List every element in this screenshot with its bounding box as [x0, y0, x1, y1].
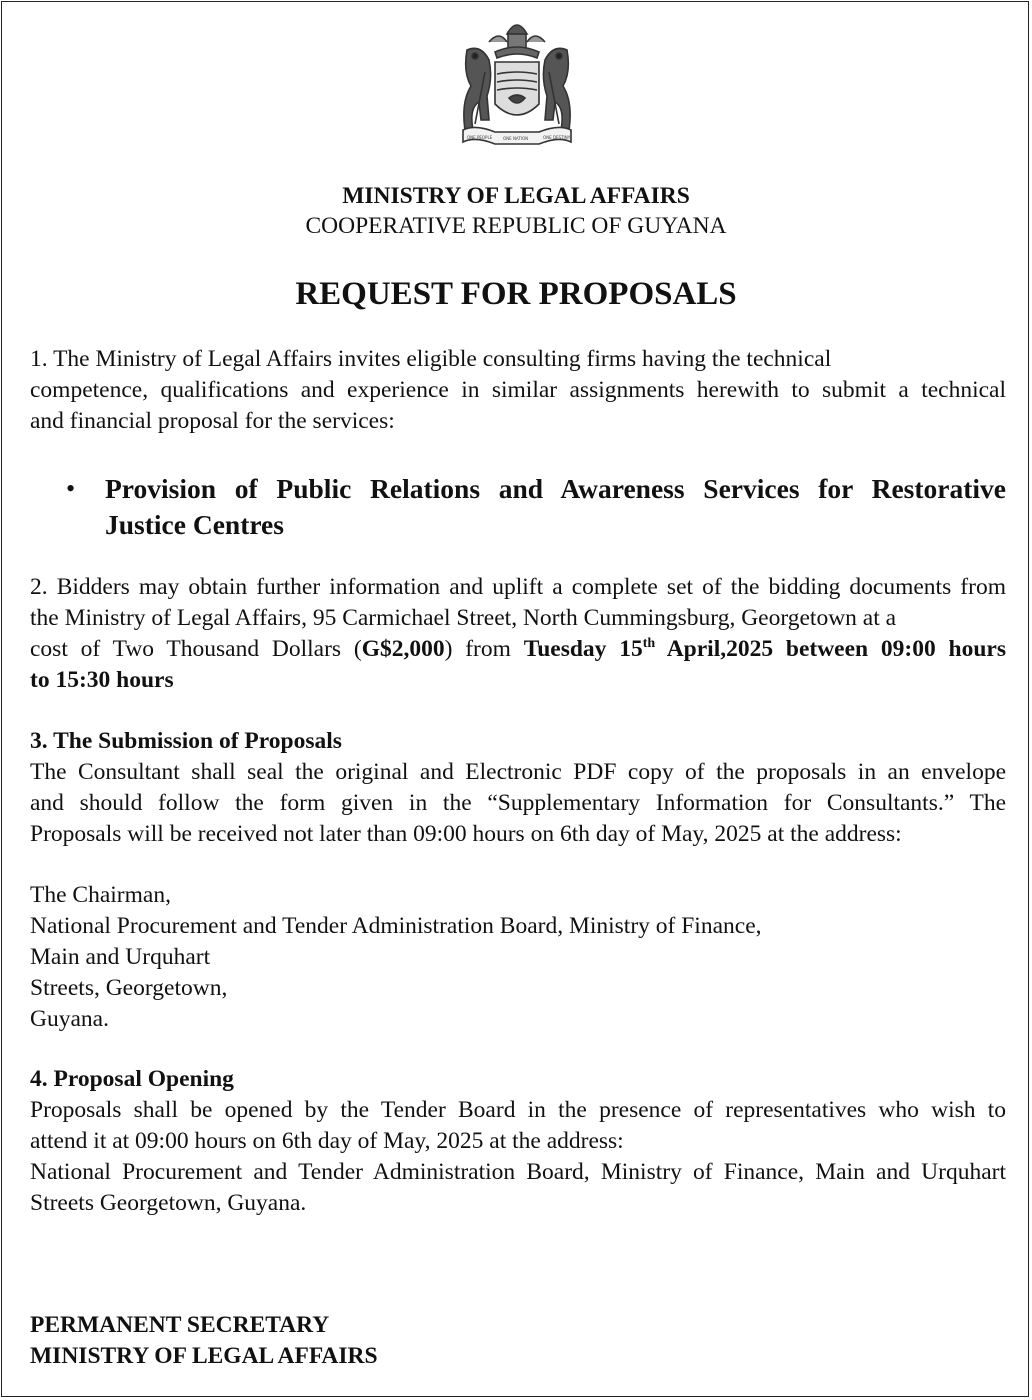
section2-line: 2. Bidders may obtain further information and uplift a complete set of the bidding documents from — [30, 574, 1006, 600]
signature-org: MINISTRY OF LEGAL AFFAIRS — [30, 1343, 378, 1369]
address-line: Streets, Georgetown, — [30, 975, 228, 1001]
section1-line: competence, qualifications and experience in similar assignments herewith to submit a technical — [30, 377, 1006, 403]
section2-line: the Ministry of Legal Affairs, 95 Carmichael Street, North Cummingsburg, Georgetown at a — [30, 605, 897, 631]
section4-line: Proposals shall be opened by the Tender Board in the presence of representatives who wish to — [30, 1097, 1006, 1123]
section1-line: 1. The Ministry of Legal Affairs invites eligible consulting firms having the technical — [30, 346, 832, 372]
cost-amount: G$2,000 — [361, 636, 445, 662]
section4-line: attend it at 09:00 hours on 6th day of May, 2025 at the address: — [30, 1128, 624, 1154]
service-title-line: Justice Centres — [105, 509, 284, 540]
signature-title: PERMANENT SECRETARY — [30, 1312, 330, 1338]
coat-of-arms-icon — [455, 12, 579, 150]
ministry-heading: MINISTRY OF LEGAL AFFAIRS — [342, 183, 690, 209]
address-line: Guyana. — [30, 1006, 109, 1032]
country-heading: COOPERATIVE REPUBLIC OF GUYANA — [305, 213, 727, 239]
service-title-line: Provision of Public Relations and Awareness Services for Restorative — [105, 473, 1006, 504]
section4-heading: 4. Proposal Opening — [30, 1066, 234, 1092]
section1-line: and financial proposal for the services: — [30, 408, 395, 434]
address-line: National Procurement and Tender Administration Board, Ministry of Finance, — [30, 913, 762, 939]
section4-line: Streets Georgetown, Guyana. — [30, 1190, 307, 1216]
bullet-icon: • — [66, 474, 76, 503]
svg-text:ONE DESTINY: ONE DESTINY — [543, 135, 571, 140]
section4-line: National Procurement and Tender Administration Board, Ministry of Finance, Main and Urquhart — [30, 1159, 1006, 1185]
section3-line: The Consultant shall seal the original and Electronic PDF copy of the proposals in an envelope — [30, 759, 1006, 785]
svg-text:ONE NATION: ONE NATION — [503, 136, 529, 141]
cost-text: cost of Two Thousand Dollars ( — [30, 636, 362, 662]
start-date: Tuesday 15 — [523, 636, 643, 662]
address-line: Main and Urquhart — [30, 944, 211, 970]
section3-heading: 3. The Submission of Proposals — [30, 728, 342, 754]
date-suffix: th — [642, 636, 656, 651]
section3-line: Proposals will be received not later than 09:00 hours on 6th day of May, 2025 at the address: — [30, 821, 902, 847]
section3-line: and should follow the form given in the “Supplementary Information for Consultants.” The — [30, 790, 1006, 816]
document-title: REQUEST FOR PROPOSALS — [295, 276, 737, 312]
start-date-rest: April,2025 between 09:00 hours — [655, 636, 1006, 662]
address-line: The Chairman, — [30, 882, 171, 908]
section2-line — [30, 634, 1006, 665]
section2-hours: to 15:30 hours — [30, 667, 174, 693]
svg-text:ONE PEOPLE: ONE PEOPLE — [467, 135, 493, 140]
from-text: ) from — [444, 636, 524, 662]
